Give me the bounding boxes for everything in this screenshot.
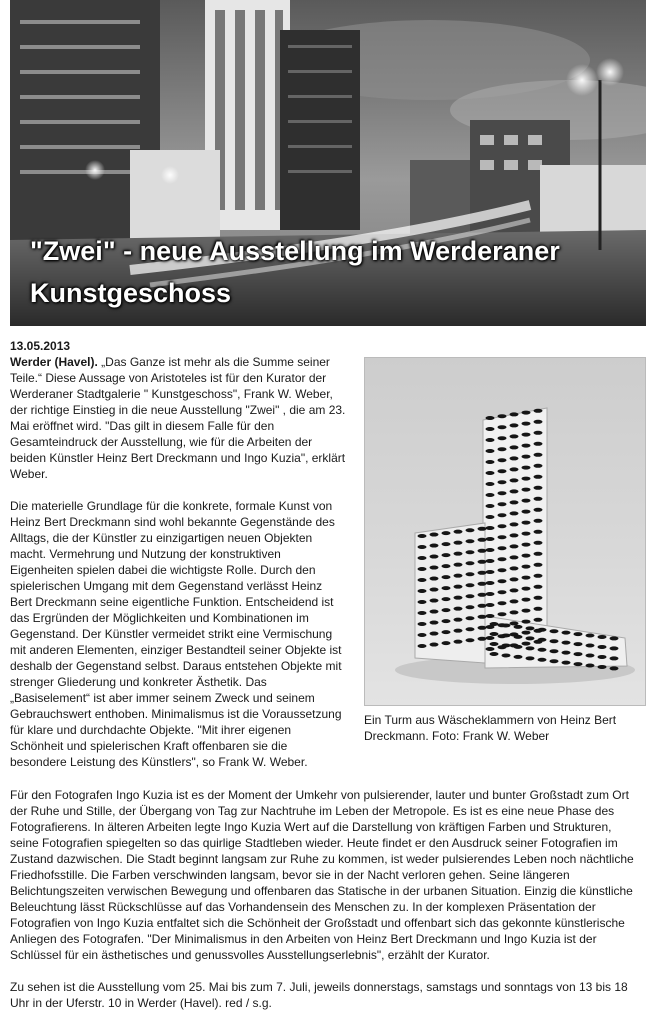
clothespin-mark [454,541,463,545]
clothespin-mark [498,535,507,539]
clothespin-mark [510,610,519,614]
clothespin-mark [534,618,543,622]
clothespin-mark [586,634,595,638]
clothespin-mark [430,577,439,581]
clothespin-mark [486,471,495,475]
clothespin-mark [510,511,519,515]
clothespin-mark [478,593,487,597]
clothespin-mark [574,652,583,656]
clothespin-mark [522,422,531,426]
clothespin-mark [442,641,451,645]
clothespin-mark [522,576,531,580]
clothespin-mark [598,645,607,649]
clothespin-mark [534,442,543,446]
clothespin-mark [598,635,607,639]
clothespin-mark [498,469,507,473]
clothespin-mark [534,574,543,578]
clothespin-mark [610,656,619,660]
clothespin-mark [418,589,427,593]
clothespin-mark [486,548,495,552]
clothespin-mark [486,647,495,651]
clothespin-mark [430,621,439,625]
clothespin-mark [498,524,507,528]
clothespin-mark [430,555,439,559]
clothespin-mark [522,609,531,613]
clothespin-mark [534,519,543,523]
clothespin-mark [498,491,507,495]
clothespin-mark [498,590,507,594]
clothespin-mark [478,571,487,575]
clothespin-mark [418,556,427,560]
clothespin-mark [478,626,487,630]
dateline: Werder (Havel). [10,355,98,369]
clothespin-mark [498,414,507,418]
clothespin-mark [522,444,531,448]
clothespin-mark [586,664,595,668]
article-body-full [10,787,642,1027]
clothespin-mark [486,537,495,541]
clothespin-mark [574,662,583,666]
clothespin-mark [522,510,531,514]
artwork-photo [364,357,646,706]
clothespin-mark [478,560,487,564]
clothespin-mark [486,416,495,420]
clothespin-mark [510,577,519,581]
clothespin-mark [486,581,495,585]
clothespin-mark [454,552,463,556]
clothespin-mark [490,632,499,636]
clothespin-mark [534,409,543,413]
clothespin-mark [534,596,543,600]
clothespin-mark [550,629,559,633]
clothespin-mark [526,646,535,650]
clothespin-mark [510,478,519,482]
clothespin-mark [498,557,507,561]
clothespin-mark [478,637,487,641]
clothespin-mark [514,635,523,639]
clothespin-mark [486,515,495,519]
clothespin-mark [538,638,547,642]
clothespin-mark [522,620,531,624]
clothespin-mark [510,456,519,460]
clothespin-mark [490,622,499,626]
clothespin-mark [522,598,531,602]
clothespin-mark [418,545,427,549]
clothespin-mark [534,497,543,501]
clothespin-mark [498,601,507,605]
clothespin-mark [442,597,451,601]
clothespin-mark [510,599,519,603]
clothespin-mark [562,641,571,645]
paragraph: Zu sehen ist die Ausstellung vom 25. Mai bis zum 7. Juli, jeweils donnerstags, samstags und sonntags von 13 bis 18 Uhr in der Uferstr. 10 in Werder (Havel). red / s.g. [10,980,628,1010]
clothespin-mark [478,615,487,619]
paragraph: Für den Fotografen Ingo Kuzia ist es der Moment der Umkehr von pulsierender, lauter und bunter Großstadt zum Ort der Ruhe und Stille, der Übergang von Tag zur Nachtruhe im Leben der Metropole. Es ist es eine neue Phase des Fotografierens. In älteren Arbeiten legte Ingo Kuzia Wert auf die Darstellung von kräftigen Farben und Strukturen, seine Fotografien spiegelten so das quirlige Stadtleben wieder. Heute findet er den Ausdruck seiner Fotografien im Zustand dazwischen. Die Stadt beginnt langsam zur Ruhe zu kommen, ist weder pulsierendes Leben noch nächtliche Friedhofsstille. Die Farben verschwinden langsam, bevor sie in der Nacht verloren gehen. Seine längeren Belichtungszeiten verwischen Bewegung und offenbaren das Statische in der urbanen Situation. Einzig die künstliche Beleuchtung lässt Rückschlüsse auf das Vorhandensein des Menschen zu. In der komplexen Präsentation der Fotografien von Ingo Kuzia entfaltet sich die Schönheit der Großstadt und offenbart sich das gekonnte künstlerische Anliegen des Fotografen. "Der Minimalismus in den Arbeiten von Heinz Bert Dreckmann und Ingo Kuzia ist der Schlüssel für ein ästhetisches und genussvolles Ausstellungserlebnis", erzählt der Kurator. [10,788,634,962]
clothespin-mark [418,633,427,637]
clothespin-mark [418,578,427,582]
clothespin-mark [562,661,571,665]
clothespin-mark [486,438,495,442]
photo-caption: Ein Turm aus Wäscheklammern von Heinz Bert Dreckmann. Foto: Frank W. Weber [364,713,617,743]
clothespin-mark [586,644,595,648]
clothespin-mark [562,631,571,635]
clothespin-mark [430,588,439,592]
clothespin-mark [510,588,519,592]
clothespin-mark [466,572,475,576]
clothespin-mark [430,533,439,537]
clothespin-mark [534,585,543,589]
clothespin-mark [466,594,475,598]
clothespin-mark [514,625,523,629]
clothespin-mark [534,453,543,457]
clothespin-mark [498,480,507,484]
clothespin-mark [526,656,535,660]
clothespin-mark [510,533,519,537]
clothespin-mark [574,642,583,646]
clothespin-mark [478,582,487,586]
clothespin-mark [534,431,543,435]
clothespin-mark [442,586,451,590]
paragraph [10,354,346,482]
clothespin-mark [498,447,507,451]
clothespin-mark [498,513,507,517]
clothespin-mark [466,627,475,631]
clothespin-mark [442,630,451,634]
clothespin-mark [534,530,543,534]
clothespin-mark [522,455,531,459]
clothespin-mark [486,460,495,464]
clothespin-mark [534,464,543,468]
clothespin-mark [442,531,451,535]
clothespin-mark [522,433,531,437]
clothespin-mark [498,436,507,440]
clothespin-mark [534,508,543,512]
clothespin-mark [538,658,547,662]
clothespin-mark [522,466,531,470]
clothespin-mark [442,564,451,568]
clothespin-mark [430,566,439,570]
clothespin-mark [562,651,571,655]
clothespin-mark [442,608,451,612]
clothespin-mark [486,493,495,497]
clothespin-mark [498,579,507,583]
clothespin-mark [574,632,583,636]
clothespin-mark [478,538,487,542]
clothespin-mark [442,575,451,579]
clothespin-mark [522,631,531,635]
clothespin-mark [486,570,495,574]
clothespin-mark [510,621,519,625]
clothespin-mark [610,666,619,670]
clothespin-mark [522,488,531,492]
clothespin-mark [586,654,595,658]
clothespin-mark [550,649,559,653]
page-title: "Zwei" - neue Ausstellung im Werderaner Kunstgeschoss [30,236,560,308]
clothespin-mark [418,534,427,538]
clothespin-mark [610,646,619,650]
clothespin-mark [538,648,547,652]
clothespin-mark [454,640,463,644]
clothespin-mark [514,655,523,659]
clothespin-mark [466,638,475,642]
clothespin-mark [502,623,511,627]
clothespin-mark [522,587,531,591]
clothespin-mark [510,544,519,548]
clothespin-mark [486,559,495,563]
clothespin-mark [510,423,519,427]
clothespin-mark [478,604,487,608]
clothespin-mark [502,643,511,647]
article-date: 13.05.2013 [10,339,71,353]
clothespin-mark [534,563,543,567]
clothespin-mark [550,659,559,663]
paragraph-text: „Das Ganze ist mehr als die Summe seiner Teile.“ Diese Aussage von Aristoteles ist für den Kurator der Werderaner Stadtgalerie " Kunstgeschoss", Frank W. Weber, der richtige Einstieg in die neue Ausstellung "Zwei" , die am 23. Mai eröffnet wird. "Das gilt in diesem Falle für den Gesamteindruck der Ausstellung, wie für die Arbeiten der beiden Künstler Heinz Bert Dreckmann und Ingo Kuzia", erklärt Weber. [10,355,346,481]
clothespin-mark [522,411,531,415]
clothespin-tower-image [365,358,645,705]
clothespin-mark [522,554,531,558]
clothespin-mark [430,544,439,548]
clothespin-mark [486,603,495,607]
clothespin-mark [510,522,519,526]
clothespin-mark [466,528,475,532]
clothespin-mark [502,653,511,657]
clothespin-mark [454,585,463,589]
paragraph: Die materielle Grundlage für die konkrete, formale Kunst von Heinz Bert Dreckmann sind wohl bekannte Gegenstände des Alltags, die der Künstler zu einzigartigen neuen Objekten macht. Vermehrung und Nutzung der konstruktiven Eigenheiten spielen dabei die wichtigste Rolle. Durch den spielerischen Umgang mit dem Gegenstand verlässt Heinz Bert Dreckmann seine eigentliche Funktion. Entscheidend ist das Ergründen der Möglichkeiten und Kombinationen im Gegenstand. Der Künstler vermeidet strikt eine Vermischung mit anderen Elementen, einziger Bestandteil seiner Objekte ist deshalb der Gegenstand selbst. Daraus entstehen Objekte mit strenger Gliederung und konkreter Ästhetik. Das „Basiselement“ ist aber immer seinem Zweck und seinem Gebrauchswert enthoben. Minimalismus ist die Voraussetzung für klare und durchdachte Objekte. "Mit ihrer eigenen Schönheit und spielerischen Kraft offenbaren sie die besondere Leistung des Künstlers", so Frank W. Weber. [10,499,342,769]
clothespin-mark [486,526,495,530]
clothespin-mark [522,521,531,525]
clothespin-mark [510,467,519,471]
clothespin-mark [454,607,463,611]
clothespin-mark [466,616,475,620]
clothespin-mark [510,445,519,449]
clothespin-mark [466,561,475,565]
clothespin-mark [510,489,519,493]
clothespin-mark [466,583,475,587]
article-column [10,354,346,786]
clothespin-mark [510,500,519,504]
clothespin-mark [418,622,427,626]
clothespin-mark [418,611,427,615]
clothespin-mark [486,427,495,431]
clothespin-mark [498,502,507,506]
clothespin-mark [478,527,487,531]
hero-image [10,0,646,326]
clothespin-mark [486,636,495,640]
clothespin-mark [534,420,543,424]
clothespin-mark [514,645,523,649]
clothespin-mark [522,565,531,569]
clothespin-mark [486,592,495,596]
clothespin-mark [534,475,543,479]
clothespin-mark [534,552,543,556]
clothespin-mark [486,482,495,486]
clothespin-mark [430,632,439,636]
clothespin-mark [598,665,607,669]
clothespin-mark [534,607,543,611]
clothespin-mark [454,574,463,578]
clothespin-mark [534,486,543,490]
clothespin-mark [522,642,531,646]
clothespin-mark [442,619,451,623]
clothespin-mark [466,605,475,609]
clothespin-mark [522,499,531,503]
clothespin-mark [430,599,439,603]
clothespin-mark [522,477,531,481]
clothespin-mark [498,425,507,429]
clothespin-mark [490,652,499,656]
clothespin-mark [498,568,507,572]
clothespin-mark [442,553,451,557]
clothespin-mark [442,542,451,546]
clothespin-mark [502,633,511,637]
clothespin-mark [466,550,475,554]
clothespin-mark [418,600,427,604]
clothespin-mark [454,530,463,534]
clothespin-mark [510,434,519,438]
clothespin-mark [430,610,439,614]
clothespin-mark [610,636,619,640]
clothespin-mark [510,566,519,570]
clothespin-mark [498,612,507,616]
clothespin-mark [534,541,543,545]
clothespin-mark [454,618,463,622]
clothespin-mark [418,644,427,648]
clothespin-mark [454,596,463,600]
clothespin-mark [490,642,499,646]
clothespin-mark [550,639,559,643]
clothespin-mark [418,567,427,571]
clothespin-mark [498,458,507,462]
clothespin-mark [598,655,607,659]
clothespin-mark [522,543,531,547]
clothespin-mark [486,614,495,618]
clothespin-mark [498,546,507,550]
clothespin-mark [538,628,547,632]
clothespin-mark [486,504,495,508]
clothespin-mark [466,539,475,543]
clothespin-mark [486,449,495,453]
clothespin-mark [454,629,463,633]
clothespin-mark [526,626,535,630]
clothespin-mark [522,532,531,536]
clothespin-mark [430,643,439,647]
clothespin-mark [454,563,463,567]
clothespin-mark [478,549,487,553]
clothespin-mark [526,636,535,640]
clothespin-mark [510,555,519,559]
clothespin-mark [510,412,519,416]
